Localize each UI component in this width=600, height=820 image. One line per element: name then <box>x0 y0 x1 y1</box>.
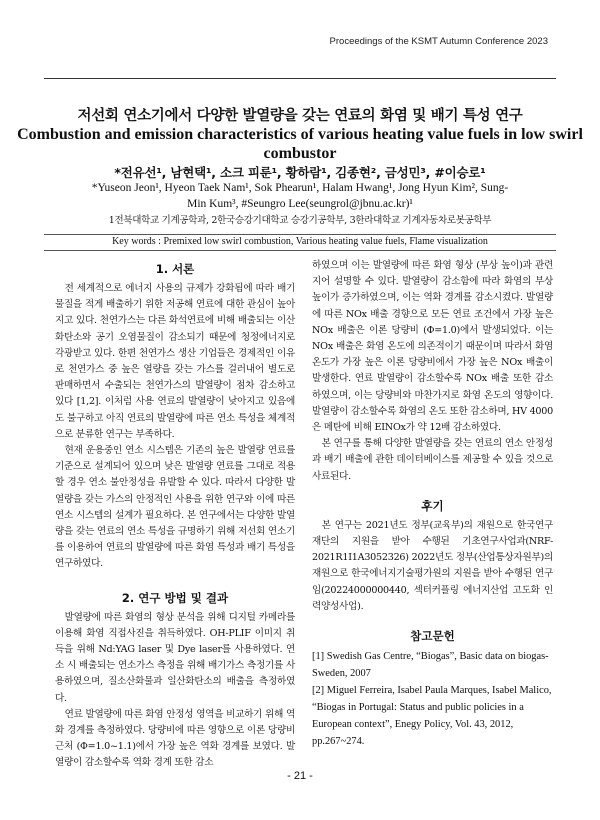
right-column <box>312 258 553 750</box>
reference-2: [2] Miguel Ferreira, Isabel Paula Marques, Isabel Malico, “Biogas in Portugal: Status and public policies in a European context”, Enegy Policy, Vol. 43, 2012, pp.267~274. <box>312 685 552 748</box>
affiliation: 1전북대학교 기계공학과, 2한국승강기대학교 승강기공학부, 3한라대학교 기계자동차로봇공학부 <box>108 215 492 226</box>
authors-korean: *전유선¹, 남현택¹, 소크 피룬¹, 황하람¹, 김종현², 금성민³, #이승로¹ <box>114 165 486 180</box>
left-column <box>55 258 295 772</box>
references-title: 참고문헌 <box>410 629 455 644</box>
page-number: - 21 - <box>287 770 313 782</box>
keywords-rule-top <box>44 234 556 235</box>
methods-paragraph-2-start: 연료 발열량에 따른 화염 안정성 영역을 비교하기 위해 역화 경계를 측정하였다. 당량비에 따른 영향으로 이론 당량비 근처 (Φ=1.0~1.1)에서 가장 높은 역화 경계를 보였다. 발열량이 감소할수록 역화 경계 또한 감소 <box>55 708 295 769</box>
title-korean: 저선회 연소기에서 다양한 발열량을 갖는 연료의 화염 및 배기 특성 연구 <box>77 108 523 124</box>
conference-header: Proceedings of the KSMT Autumn Conference 2023 <box>329 36 548 47</box>
methods-paragraph-1: 발열량에 따른 화염의 형상 분석을 위해 디지털 카메라를 이용해 화염 직접사진을 취득하였다. OH-PLIF 이미지 취득을 위해 Nd:YAG laser 및 Dye laser를 사용하였다. 연소 시 배출되는 연소가스 측정을 위해 배기가스 측정기를 사용하였으며, 질소산화물과 일산화탄소의 배출을 측정하였다. <box>55 611 295 704</box>
acknowledgment-title: 후기 <box>421 498 444 513</box>
reference-1: [1] Swedish Gas Centre, “Biogas”, Basic data on biogas-Sweden, 2007 <box>312 651 549 680</box>
title-english: Combustion and emission characteristics of various heating value fuels in low swirl combustor <box>17 126 583 162</box>
acknowledgment-paragraph: 본 연구는 2021년도 정부(교육부)의 재원으로 한국연구재단의 지원을 받아 수행된 기초연구사업과(NRF-2021R1I1A3052326) 2022년도 정부(산업통상자원부)의 재원으로 한국에너지기술평가원의 지원을 받아 수행된 연구임(20224000000440, 섹터커플링 에너지산업 고도화 인력양성사업). <box>312 519 553 612</box>
methods-paragraph-3: 본 연구를 통해 다양한 발열량을 갖는 연료의 연소 안정성과 배기 배출에 관한 데이터베이스를 제공할 수 있을 것으로 사료된다. <box>312 438 553 482</box>
authors-english: *Yuseon Jeon¹, Hyeon Taek Nam¹, Sok Phearun¹, Halam Hwang¹, Jong Hyun Kim², Sung-Min Kum³, #Seungro Lee(seungrol@jbnu.ac.kr)¹ <box>91 182 509 210</box>
intro-title: 1. 서론 <box>155 262 195 276</box>
header-rule <box>44 78 556 79</box>
intro-paragraph-2: 현재 운용중인 연소 시스템은 기존의 높은 발열량 연료를 기준으로 설계되어 있으며 낮은 발열량 연료를 그대로 적용할 경우 연소 불안정성을 유발할 수 있다. 따라서 다양한 발열량을 갖는 가스의 안정적인 사용을 위한 연구와 이에 따른 연소 시스템의 설계가 필요하다. 본 연구에서는 다양한 발열량을 갖는 연료의 연소 특성을 규명하기 위해 저선회 연소기를 이용하여 연료의 발열량에 따른 화염 특성과 배기 특성을 연구하였다. <box>55 445 295 570</box>
keywords: Key words : Premixed low swirl combustion, Various heating value fuels, Flame visualization <box>112 236 488 247</box>
intro-paragraph-1: 전 세계적으로 에너지 사용의 규제가 강화됨에 따라 배기물질을 적게 배출하기 위한 저공해 연료에 대한 관심이 높아지고 있다. 천연가스는 다른 화석연료에 비해 배출되는 이산화탄소와 공기 오염물질이 감소되기 때문에 청정에너지로 각광받고 있다. 한편 천연가스 생산 기업들은 경제적인 이유로 천연가스 중 높은 열량을 갖는 가스를 걸러내어 별도로 판매하면서 수출되는 천연가스의 발열량이 점차 감소하고 있다 [1,2]. 이처럼 사용 연료의 발열량이 낮아지고 있음에도 불구하고 아직 연료의 발열량에 따른 연소 특성을 체계적으로 분류한 연구는 부족하다. <box>55 283 295 440</box>
keywords-rule-bottom <box>44 250 556 251</box>
methods-paragraph-2-continued: 하였으며 이는 발열량에 따른 화염 형상 (부상 높이)과 관련지어 설명할 수 있다. 발열량이 감소함에 따라 화염의 부상 높이가 증가하였으며, 이는 역화 경계를 감소시켰다. 발열량에 따른 NOx 배출 경향으로 모든 연료 조건에서 가장 높은 NOx 배출은 이론 당량비 (Φ=1.0)에서 발생되었다. 이는 NOx 배출은 화염 온도에 의존적이기 때문이며 따라서 화염 온도가 가장 높은 이론 당량비에서 가장 높은 NOx 배출이 발생한다. 연료 발열량이 감소할수록 NOx 배출 또한 감소하였으며, 이는 당량비와 마찬가지로 화염 온도의 영향이다. 발열량이 감소할수록 화염의 온도 또한 감소하며, HV 4000은 메탄에 비해 EINOx가 약 12배 감소하였다. <box>312 260 553 434</box>
methods-title: 2. 연구 방법 및 결과 <box>121 590 229 605</box>
